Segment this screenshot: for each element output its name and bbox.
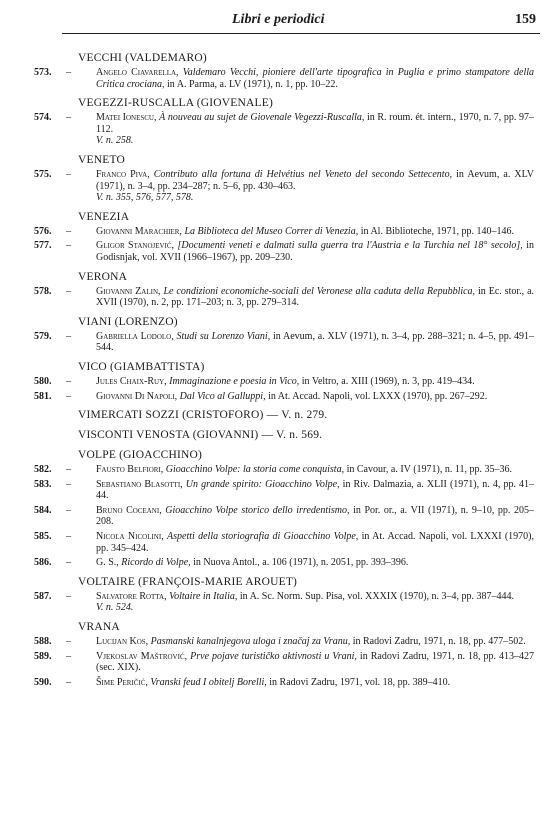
entry-publication: in At. Accad. Napoli, vol. LXXXI (1970), pp. 345–424. — [96, 531, 534, 554]
entry-author: Šime Peričić, — [96, 676, 148, 688]
entry-dash: – — [66, 650, 71, 662]
entry-author: Vjekoslav Maštrović, — [96, 650, 188, 662]
bibliography-entry — [34, 651, 534, 674]
entry-dash: – — [66, 590, 71, 602]
entry-author: Fausto Belfiori, — [96, 464, 164, 476]
entry-title: Studi su Lorenzo Viani, — [176, 330, 271, 342]
entry-title: Valdemaro Vecchi, pioniere dell'arte tipografica in Puglia e primo stampatore della Critica crociana, — [96, 67, 534, 90]
entry-author: Nicola Nicolini, — [96, 531, 164, 543]
bibliography-entry — [34, 464, 534, 476]
bibliography-entry — [34, 505, 534, 528]
entry-number: 588. — [34, 636, 52, 648]
bibliography-entry — [34, 240, 534, 263]
entry-publication: in Nuova Antol., a. 106 (1971), n. 2051, pp. 393–396. — [193, 557, 409, 569]
entry-title: Dal Vico al Galluppi, — [179, 390, 266, 402]
section-heading: VOLTAIRE (FRANÇOIS-MARIE AROUET) — [78, 575, 298, 588]
section-heading: VISCONTI VENOSTA (GIOVANNI) — V. n. 569. — [78, 429, 323, 442]
bibliography-entry — [34, 479, 534, 502]
entry-dash: – — [66, 478, 71, 490]
section-heading: VIMERCATI SOZZI (CRISTOFORO) — V. n. 279. — [78, 409, 328, 422]
entry-number: 587. — [34, 590, 52, 602]
entry-number: 584. — [34, 504, 52, 516]
entry-dash: – — [66, 390, 71, 402]
section-heading: VOLPE (GIOACCHINO) — [78, 449, 203, 462]
entry-number: 580. — [34, 375, 52, 387]
entry-title: Aspetti della storiografia di Gioacchino Volpe, — [167, 531, 359, 543]
entry-dash: – — [66, 168, 71, 180]
entry-publication: in Al. Biblioteche, 1971, pp. 140–146. — [360, 225, 515, 237]
entry-number: 586. — [34, 557, 52, 569]
bibliography-entry — [34, 67, 534, 90]
entry-title: La Biblioteca del Museo Correr di Venezia, — [184, 225, 359, 237]
bibliography-entry — [34, 226, 534, 238]
entry-author: Angelo Ciavarella, — [96, 67, 179, 78]
entry-dash: – — [66, 504, 71, 516]
entry-author: Gabriella Lodolo, — [96, 330, 174, 342]
section-heading: VICO (GIAMBATTISTA) — [78, 360, 205, 373]
entry-title: Ricordo di Volpe, — [121, 557, 191, 569]
entry-dash: – — [66, 330, 71, 342]
bibliography-entry — [34, 557, 534, 569]
entry-title: Pasmanski kanalnjegova uloga i značaj za Vranu, — [150, 636, 351, 648]
entry-title: Vranski feud I obitelj Borelli, — [150, 676, 267, 688]
entry-dash: – — [66, 112, 71, 124]
entry-author: Giovanni Di Napoli, — [96, 390, 178, 402]
entry-publication: in Riv. Dalmazia, a. XLII (1971), n. 4, pp. 41–44. — [96, 478, 535, 502]
entry-publication: in R. roum. ét. intern., 1970, n. 7, pp. 97–112. — [96, 112, 535, 135]
page-header — [62, 12, 540, 34]
entry-author: Lucijan Kos, — [96, 636, 149, 648]
bibliography-entry — [34, 169, 534, 204]
entry-number: 574. — [34, 112, 52, 124]
entry-number: 579. — [34, 330, 52, 342]
section-heading: VENEZIA — [78, 210, 130, 223]
entry-title: Voltaire in Italia, — [169, 590, 238, 602]
entry-cross-reference: V. n. 524. — [96, 602, 134, 614]
entry-number: 583. — [34, 478, 52, 490]
entry-number: 582. — [34, 464, 52, 476]
entry-publication: in A. Sc. Norm. Sup. Pisa, vol. XXXIX (1970), n. 3–4, pp. 387–444. — [239, 590, 515, 602]
section-heading: VENETO — [78, 153, 125, 166]
bibliography-entry — [34, 636, 534, 648]
entry-author: Bruno Coceani, — [96, 504, 162, 516]
entry-author: Matei Ionescu, — [96, 112, 157, 124]
entry-dash: – — [66, 531, 71, 543]
entry-number: 589. — [34, 650, 52, 662]
entry-number: 576. — [34, 225, 52, 237]
entry-author: Giovanni Marachier, — [96, 225, 182, 237]
entry-title: Immaginazione e poesia in Vico, — [169, 375, 300, 387]
entry-title: Prve pojave turističko aktivnosti u Vrani, — [190, 650, 357, 662]
running-title: Libri e periodici — [232, 12, 325, 27]
bibliography-entry — [34, 112, 534, 147]
header-rule — [62, 33, 540, 34]
bibliography-entry — [34, 376, 534, 388]
entry-cross-reference: V. n. 355, 576, 577, 578. — [96, 192, 194, 204]
bibliography-entry — [34, 391, 534, 403]
entry-title: Gioacchino Volpe: la storia come conquista, — [165, 464, 345, 476]
entry-number: 578. — [34, 285, 52, 297]
entry-title: Gioacchino Volpe storico dello irredentismo, — [165, 504, 350, 516]
entry-publication: in Por. or., a. VII (1971), n. 9–10, pp. 205–208. — [96, 504, 535, 528]
entry-title: Un grande spirito: Gioacchino Volpe, — [185, 478, 340, 490]
entry-number: 577. — [34, 240, 52, 252]
entry-author: Jules Chaix-Ruy, — [96, 375, 167, 387]
entry-dash: – — [66, 636, 71, 648]
entry-author: G. S., — [96, 557, 119, 569]
bibliography-list — [34, 48, 534, 691]
entry-number: 590. — [34, 676, 52, 688]
entry-dash: – — [66, 240, 71, 252]
entry-publication: in Veltro, a. XIII (1969), n. 3, pp. 419–434. — [301, 375, 475, 387]
section-heading: VIANI (LORENZO) — [78, 315, 178, 328]
section-heading: VECCHI (VALDEMARO) — [78, 52, 207, 64]
entry-publication: in Radovi Zadru, 1971, n. 18, pp. 477–502. — [352, 636, 526, 648]
entry-number: 573. — [34, 67, 52, 78]
entry-publication: in Aevum, a. XLV (1971), n. 3–4, pp. 234–287; n. 5–6, pp. 430–463. — [96, 168, 534, 192]
entry-publication: in Radovi Zadru, 1971, vol. 18, pp. 389–410. — [269, 676, 451, 688]
entry-author: Giovanni Zalin, — [96, 285, 161, 297]
entry-dash: – — [66, 557, 71, 569]
entry-author: Salvatore Rotta, — [96, 590, 167, 602]
entry-dash: – — [66, 67, 71, 78]
entry-publication: in Godisnjak, vol. XVII (1966–1967), pp. 209–230. — [96, 240, 535, 263]
entry-dash: – — [66, 676, 71, 688]
entry-title: [Documenti veneti e dalmati sulla guerra tra l'Austria e la Turchia nel 18° secolo], — [177, 240, 523, 252]
section-heading: VRANA — [78, 621, 120, 634]
bibliography-entry — [34, 331, 534, 354]
entry-publication: in A. Parma, a. LV (1971), n. 1, pp. 10–22. — [167, 78, 338, 90]
bibliography-entry — [34, 591, 534, 614]
entry-publication: in Aevum, a. XLV (1971), n. 3–4, pp. 288–321; n. 4–5, pp. 491–544. — [96, 330, 535, 354]
entry-number: 585. — [34, 531, 52, 543]
bibliography-entry — [34, 286, 534, 309]
entry-dash: – — [66, 375, 71, 387]
entry-author: Franco Piva, — [96, 168, 150, 180]
page-number: 159 — [515, 12, 536, 27]
entry-title: À nouveau au sujet de Giovenale Vegezzi-Ruscalla, — [159, 112, 365, 124]
entry-publication: in At. Accad. Napoli, vol. LXXX (1970), pp. 267–292. — [268, 390, 488, 402]
entry-number: 575. — [34, 168, 52, 180]
section-heading: VEGEZZI-RUSCALLA (GIOVENALE) — [78, 97, 273, 110]
section-heading: VERONA — [78, 270, 128, 283]
entry-author: Sebastiano Blasotti, — [96, 478, 183, 490]
entry-publication: in Ec. stor., a. XVII (1970), n. 2, pp. 171–203; n. 3, pp. 279–314. — [96, 285, 535, 309]
entry-cross-reference: V. n. 258. — [96, 135, 134, 147]
entry-author: Gligor Stanojević, — [96, 240, 175, 252]
entry-dash: – — [66, 225, 71, 237]
entry-title: Le condizioni economiche-sociali del Veronese alla caduta della Repubblica, — [163, 285, 476, 297]
bibliography-entry — [34, 677, 534, 689]
entry-number: 581. — [34, 390, 52, 402]
entry-title: Contributo alla fortuna di Helvétius nel Veneto del secondo Settecento, — [153, 168, 453, 180]
entry-publication: in Cavour, a. IV (1971), n. 11, pp. 35–36. — [346, 464, 513, 476]
bibliography-entry — [34, 531, 534, 554]
entry-dash: – — [66, 285, 71, 297]
entry-publication: in Radovi Zadru, 1971, n. 18, pp. 413–427 (sec. XIX). — [96, 650, 535, 674]
entry-dash: – — [66, 464, 71, 476]
